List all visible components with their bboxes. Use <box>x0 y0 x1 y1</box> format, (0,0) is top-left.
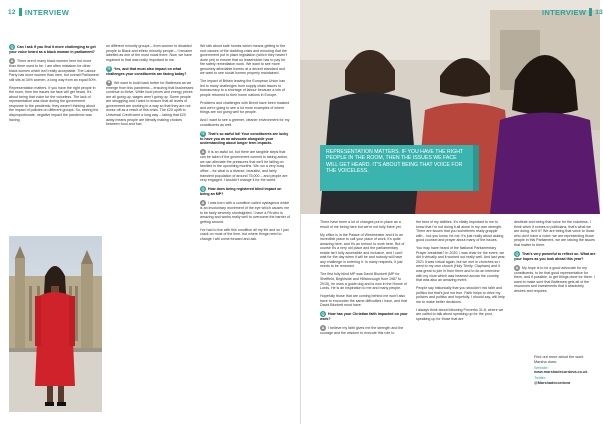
paragraph-text: That's so awful lot! Your constituents are lucky to have you as an advocate alongside your understanding about longer term impacts. <box>200 131 289 146</box>
question-paragraph <box>200 186 290 197</box>
paragraph-text: You may have heard of the National Parliamentary Prayer breakfast? In 2020, I was chair for the event, we did it virtually and it worked out really well. And last year, 2021 it was virtual again, but we met in churches so I went to my own church (Holy Trinity, Clapham) and it was great to join in from there and to do an interview with my vicar which was beamed across the country, that was also an amazing event. <box>416 246 506 283</box>
paragraph-text: on different minority groups – from women to disabled people to Black and ethnic minority people – I became labelled as one of the most vocal there. Now, we have regained to that was really important to me. <box>106 44 193 62</box>
paragraph-text: It is an awful lot, but there are tangible steps that can be taken if the government commit to taking action, we can alleviate the pressures that we'll be falling on families in the upcoming months. We run a very busy office – for what is a diverse, beautiful, and fairly transient population of around 75,000 – and people are very engaged. I wouldn't change it for the world. <box>200 150 289 183</box>
right-column-1 <box>320 220 408 339</box>
page-number: 13 <box>595 8 603 16</box>
answer-paragraph <box>514 265 596 294</box>
body-paragraph <box>416 246 506 282</box>
left-page-header <box>8 7 69 17</box>
body-paragraph <box>416 308 506 322</box>
paragraph-text: The first fully blind MP was David Blunkett (MP for Sheffield, Brightside and Hillsborough from 1987 to 2015), he uses a guide dog and is now in the House of Lords. He is an inspiration to me and many people. <box>320 272 407 291</box>
paragraph-text: People say historically that you shouldn't mix faith and politics but that's just not true. Faith helps to drive my policies and politics and hopefully, I should say, will help me to make better decisions. <box>416 286 505 304</box>
paragraph-text: destitute and being that voice for the voiceless. I think when it comes to politicians, that's what we are doing, isn't it? We are being that voice to those who don't have a voice: we are representing those people in this Parliament, we are raising the issues that matter to them. <box>514 220 595 247</box>
left-column-2 <box>106 44 194 130</box>
question-paragraph <box>514 251 596 262</box>
header-accent-bar <box>589 8 592 16</box>
paragraph-text: Hopefully those that are coming behind me won't also have to encounter the same difficulties I have, and that David Blunkett must have. <box>320 294 408 308</box>
answer-paragraph <box>320 325 408 336</box>
body-paragraph <box>416 286 506 304</box>
paragraph-text: I've had to live with this condition all my life and so I just crack on most of the time, but where things need to change I will come forward and ask. <box>200 227 289 241</box>
paragraph-text: I believe my faith gives me the strength and the courage and the wisdom to execute this role to <box>320 326 404 336</box>
body-paragraph <box>320 233 408 269</box>
paragraph-text: We want to build back better for Battersea as we emerge from this pandemic – ensuring that businesses continue to thrive. While food prices and energy prices are all going up, wages aren't going up. Some people are struggling and I want to ensure that all levels of government are working in a way so that they are not worse off as a result of this crisis. The £20 uplift to Universal Credit went a long way – taking that £20 away means people are literally making choices between food and fuel. <box>106 80 194 127</box>
paragraph-text: the best of my abilities. It's vitally important to me to know that I'm not doing it all alone in my own strength. There are issues that you sometimes really grapple with... but you know, for me, it's just really about asking good counsel and prayer about many of the issues. <box>416 220 504 243</box>
section-title: INTERVIEW <box>24 7 70 17</box>
paragraph-text: There have been a lot of changes put in place as a result of me being here but we're not fully there yet. <box>320 220 402 229</box>
answer-icon: A <box>10 58 14 63</box>
body-paragraph <box>106 44 194 62</box>
paragraph-text: How has your Christian faith impacted on your work? <box>320 312 408 322</box>
right-column-2 <box>416 220 506 325</box>
header-accent-bar <box>19 8 22 16</box>
answer-icon: A <box>515 265 519 270</box>
right-page <box>300 0 603 424</box>
paragraph-text: The impact of Britain leaving the European Union has led to many challenges from supply chain issues to bureaucracy to a shortage of labour because a lots of people returned to their home nations in Europe. <box>200 79 286 97</box>
body-paragraph <box>9 86 99 122</box>
body-paragraph <box>200 228 290 242</box>
paragraph-text: That's very powerful to reflect on. What are your hopes as you look ahead this year? <box>514 251 596 261</box>
info-box <box>534 355 596 386</box>
section-title: INTERVIEW <box>542 7 587 17</box>
paragraph-text: We talk about safe homes which means getting to the root causes of the cladding crisis and ensuring that the government put in place legislation (which they haven't done yet) to ensure that no leaseholder has to pay for fire safety remediation work. We want to see more genuinely affordable homes at a decent standard and we want to see social homes properly maintained. <box>200 44 287 76</box>
answer-paragraph <box>200 200 290 224</box>
paragraph-text: Representation matters. If you have the right people in the room, then the issues we face will get heard. It's about being that voice for the voiceless. The lack of representation was clear during the government response to the pandemic; they weren't thinking about the impact of policies on different groups. So, seeing the disproportionate, negative impact the pandemic was having <box>9 85 99 122</box>
page-number: 12 <box>8 8 16 16</box>
website-link[interactable]: www.marshadecordova.co.uk <box>534 370 588 375</box>
answer-icon: A <box>107 80 111 85</box>
portrait-photo <box>9 236 102 412</box>
body-paragraph <box>416 220 506 243</box>
question-paragraph <box>9 44 99 55</box>
paragraph-text: And I want to see a greener, cleaner environment for my constituents as well. <box>200 118 290 127</box>
right-column-3 <box>514 220 596 297</box>
paragraph-text: Yes, and that must also impact on what challenges your constituents are facing today? <box>106 66 187 76</box>
question-icon: Q <box>321 312 325 317</box>
body-paragraph <box>200 44 290 76</box>
left-column-1 <box>9 44 99 126</box>
answer-icon: A <box>321 326 325 331</box>
answer-paragraph <box>200 149 290 182</box>
paragraph-text: My hope is to be a good advocate for my constituents, to be that good representative for them, and if possible, to get things done for them. I want to make sure that Battersea gets all of the resources and investments that it absolutely desires and requires. <box>514 265 595 294</box>
body-paragraph <box>514 220 596 247</box>
left-column-3 <box>200 44 290 245</box>
question-icon: Q <box>10 44 14 49</box>
body-paragraph <box>320 272 408 290</box>
left-page <box>0 0 300 424</box>
paragraph-text: How does being registered blind impact on being an MP? <box>200 187 282 197</box>
paragraph-text: I was born with a condition called nystagmus which is an involuntary movement of the eye which causes me to be fairly severely shortsighted. I have a PA who is amazing and works really well to overcome the barrier of getting around. <box>200 201 290 224</box>
paragraph-text: There aren't many black women here but more than there used to be. I am often mistaken for other black women which isn't really acceptable. The Labour Party has more women than men, but overall Parliament still sits at 34% women, a long way from an equal 50%. <box>9 59 99 82</box>
pull-quote: REPRESENTATION MATTERS. IF YOU HAVE THE RIGHT PEOPLE IN THE ROOM, THEN THE ISSUES WE FACE WILL GET HEARD. IT'S ABOUT BEING THAT VOICE FOR THE VOICELESS. <box>320 145 473 191</box>
paragraph-text: My office is in the Palace of Westminster and it is an incredible place to call your place of work, it's quite amazing here, and it's an honour to work here. But of course it's a very old place and the parliamentary estate isn't fully accessible and inclusive, and I can't wait for the day when it will be and nobody will have any challenge in entering it. In many respects, it just needs to be renewed. <box>320 232 405 269</box>
answer-paragraph <box>9 58 99 82</box>
body-paragraph <box>200 101 290 115</box>
answer-icon: A <box>201 150 205 155</box>
question-icon: Q <box>201 131 205 136</box>
paragraph-text: Problems and challenges with Brexit have been masked and we're going to see a lot more examples of where things are not going well for people. <box>200 101 290 115</box>
body-paragraph <box>320 294 408 308</box>
body-paragraph <box>200 118 290 127</box>
paragraph-text: Can I ask if you find it more challenging to get your voice heard as a black woman in parliament? <box>9 44 96 54</box>
info-heading: Find out more about the work Marsha does: <box>534 355 584 364</box>
body-paragraph <box>200 79 290 97</box>
answer-paragraph <box>106 80 194 127</box>
website-label: Website: <box>534 365 549 370</box>
right-page-header <box>542 7 603 17</box>
twitter-handle[interactable]: @Marshadecordova <box>534 380 571 385</box>
paragraph-text: I always think about following Proverbs 31:8, where we are called to talk about speaking up for the poor, speaking up for those that are <box>416 307 504 321</box>
question-paragraph <box>106 66 194 77</box>
question-icon: Q <box>201 186 205 191</box>
answer-icon: A <box>201 200 205 205</box>
question-icon: Q <box>107 66 111 71</box>
question-paragraph <box>320 311 408 322</box>
body-paragraph <box>320 220 408 229</box>
question-paragraph <box>200 131 290 146</box>
question-icon: Q <box>515 251 519 256</box>
twitter-label: Twitter: <box>534 376 547 381</box>
